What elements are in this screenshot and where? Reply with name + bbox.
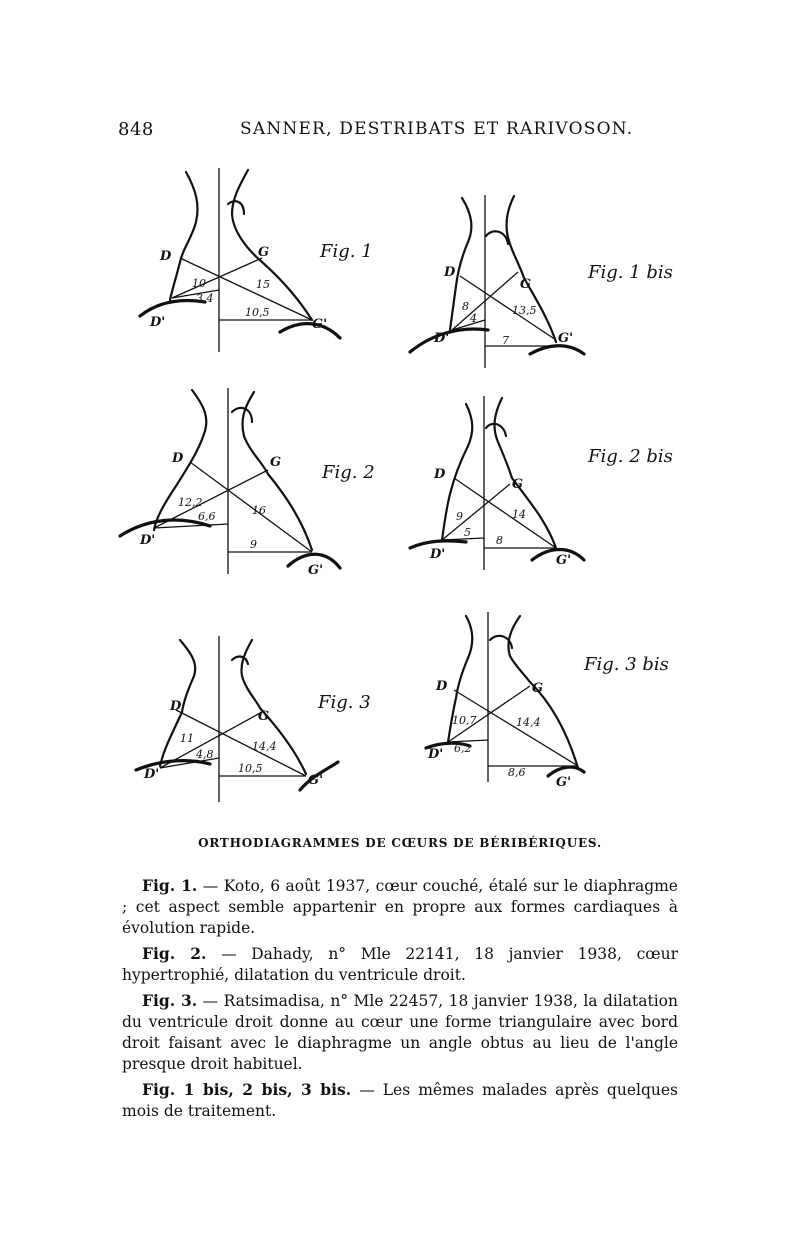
measure-value: 14,4	[516, 716, 541, 729]
measure-value: 4	[470, 312, 477, 325]
measure-value: 10,5	[238, 762, 263, 775]
label-d: D	[444, 265, 456, 280]
legend-ref: Fig. 2.	[142, 944, 207, 963]
label-g-prime: G'	[312, 317, 328, 332]
measure-value: 12,2	[178, 496, 203, 509]
running-head: SANNER, DESTRIBATS ET RARIVOSON.	[240, 119, 634, 139]
measure-value: 14,4	[252, 740, 277, 753]
label-d: D	[434, 467, 446, 482]
measure-value: 6,2	[454, 742, 472, 755]
label-g-prime: G'	[556, 775, 572, 790]
label-d: D	[436, 679, 448, 694]
label-g: G	[258, 709, 270, 724]
measure-value: 6,6	[198, 510, 216, 523]
measure-value: 3,4	[196, 292, 214, 305]
label-d-prime: D'	[140, 533, 156, 548]
label-g: G	[512, 477, 524, 492]
label-g: G	[532, 681, 544, 696]
measure-value: 4,8	[196, 748, 214, 761]
diagram-fig-1	[140, 168, 373, 352]
measure-value: 16	[252, 504, 266, 517]
legend-ref: Fig. 3.	[142, 991, 198, 1010]
measure-value: 10,5	[245, 306, 270, 319]
label-g: G	[520, 277, 532, 292]
label-d-prime: D'	[144, 767, 160, 782]
label-d: D	[170, 699, 182, 714]
figure-label: Fig. 1	[320, 241, 373, 262]
measure-value: 9	[250, 538, 257, 551]
label-g: G	[270, 455, 282, 470]
measure-value: 5	[464, 526, 471, 539]
measure-value: 10,7	[452, 714, 477, 727]
figure-label: Fig. 2	[322, 462, 375, 483]
figure-label: Fig. 1 bis	[588, 262, 673, 283]
measure-value: 8	[496, 534, 503, 547]
measure-value: 9	[456, 510, 463, 523]
label-d: D	[160, 249, 172, 264]
label-g: G	[258, 245, 270, 260]
label-g-prime: G'	[308, 563, 324, 578]
legend-text: — Koto, 6 août 1937, cœur couché, étalé sur le diaphragme ; cet aspect semble appartenir en propre aux formes cardiaques à évolution rapide.	[122, 877, 678, 937]
label-d-prime: D'	[428, 747, 444, 762]
label-g-prime: G'	[556, 553, 572, 568]
measure-value: 10	[192, 277, 206, 290]
diagram-fig-3	[136, 636, 371, 802]
legend-paragraph	[122, 1079, 678, 1122]
measure-value: 13,5	[512, 304, 537, 317]
diagram-fig-2-bis	[410, 396, 673, 570]
measure-value: 15	[256, 278, 270, 291]
legend-paragraph	[122, 875, 678, 939]
figure-legend	[122, 875, 678, 1126]
figure-caption-title: ORTHODIAGRAMMES DE CŒURS DE BÉRIBÉRIQUES.	[198, 836, 602, 850]
label-d-prime: D'	[434, 331, 450, 346]
diagram-fig-1-bis	[410, 195, 673, 368]
figure-label: Fig. 3 bis	[584, 654, 669, 675]
label-d: D	[172, 451, 184, 466]
legend-ref: Fig. 1.	[142, 876, 198, 895]
legend-ref: Fig. 1 bis, 2 bis, 3 bis.	[142, 1080, 352, 1099]
measure-value: 8,6	[508, 766, 526, 779]
measure-value: 11	[180, 732, 194, 745]
label-d-prime: D'	[150, 315, 166, 330]
measure-value: 8	[462, 300, 469, 313]
legend-paragraph	[122, 943, 678, 986]
diagram-fig-3-bis	[426, 612, 669, 790]
page-number: 848	[118, 119, 154, 140]
legend-text: — Dahady, n° Mle 22141, 18 janvier 1938, cœur hypertrophié, dilatation du ventricule droit.	[122, 945, 678, 984]
legend-paragraph	[122, 990, 678, 1075]
figure-label: Fig. 3	[318, 692, 371, 713]
measure-value: 7	[502, 334, 509, 347]
diagram-fig-2	[120, 388, 375, 578]
label-g-prime: G'	[308, 773, 324, 788]
label-d-prime: D'	[430, 547, 446, 562]
legend-text: — Ratsimadisa, n° Mle 22457, 18 janvier 1938, la dilatation du ventricule droit donne au cœur une forme triangulaire avec bord droit faisant avec le diaphragme un angle obtus au lieu de l'angle presque droit habituel.	[122, 992, 678, 1073]
label-g-prime: G'	[558, 331, 574, 346]
measure-value: 14	[512, 508, 526, 521]
legend-text: — Les mêmes malades après quelques mois de traitement.	[122, 1081, 678, 1120]
figure-label: Fig. 2 bis	[588, 446, 673, 467]
